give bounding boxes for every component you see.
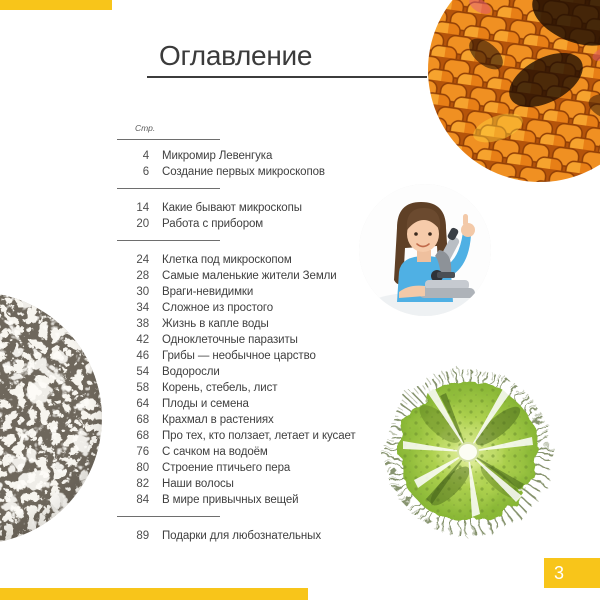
toc-entry [117, 200, 397, 216]
entry-page-number: 82 [136, 478, 149, 490]
entry-page-number: 54 [136, 366, 149, 378]
toc-entry [117, 316, 397, 332]
entry-title: Самые маленькие жители Земли [162, 270, 337, 282]
toc-entry [117, 216, 397, 232]
entry-page-number: 89 [136, 530, 149, 542]
entry-page-number: 42 [136, 334, 149, 346]
top-accent-bar [0, 0, 112, 10]
toc-entry [117, 428, 397, 444]
toc-group-2 [117, 200, 397, 232]
page-number-badge [544, 558, 600, 588]
entry-page-number: 6 [142, 166, 149, 178]
entry-title: Подарки для любознательных [162, 530, 321, 542]
toc-entry [117, 380, 397, 396]
toc-entry [117, 284, 397, 300]
toc-entry [117, 332, 397, 348]
toc-group-4 [117, 528, 397, 544]
toc-entry [117, 528, 397, 544]
title-underline [147, 76, 427, 78]
toc-entry [117, 268, 397, 284]
entry-title: Микромир Левенгука [162, 150, 273, 162]
entry-title: Создание первых микроскопов [162, 166, 325, 178]
page-title: Оглавление [159, 40, 313, 71]
toc-entry [117, 148, 397, 164]
entry-title: Какие бывают микроскопы [162, 202, 302, 214]
entry-page-number: 80 [136, 462, 149, 474]
toc-entry [117, 444, 397, 460]
header-divider [117, 139, 220, 140]
page-column-header: Стр. [135, 123, 156, 133]
toc-entry [117, 164, 397, 180]
entry-page-number: 4 [142, 150, 149, 162]
toc-group-3 [117, 252, 397, 508]
bottom-accent-bar [0, 588, 308, 600]
entry-title: Жизнь в капле воды [162, 318, 269, 330]
entry-page-number: 68 [136, 430, 149, 442]
entry-page-number: 84 [136, 494, 149, 506]
entry-title: Грибы — необычное царство [162, 350, 316, 362]
entry-title: Строение птичьего пера [162, 462, 291, 474]
entry-page-number: 58 [136, 382, 149, 394]
entry-title: В мире привычных вещей [162, 494, 299, 506]
sponge-texture-illustration [0, 292, 102, 544]
entry-page-number: 38 [136, 318, 149, 330]
entry-title: Работа с прибором [162, 218, 264, 230]
entry-title: Крахмал в растениях [162, 414, 274, 426]
entry-title: Про тех, кто ползает, летает и кусает [162, 430, 356, 442]
group-divider [117, 188, 220, 189]
table-of-contents [117, 123, 397, 544]
entry-page-number: 76 [136, 446, 149, 458]
entry-title: Клетка под микроскопом [162, 254, 292, 266]
entry-title: Наши волосы [162, 478, 234, 490]
entry-page-number: 46 [136, 350, 149, 362]
entry-page-number: 20 [136, 218, 149, 230]
entry-title: Плоды и семена [162, 398, 249, 410]
toc-entry [117, 412, 397, 428]
entry-page-number: 24 [136, 254, 149, 266]
entry-page-number: 34 [136, 302, 149, 314]
entry-title: Одноклеточные паразиты [162, 334, 298, 346]
toc-entry [117, 348, 397, 364]
toc-entry [117, 252, 397, 268]
entry-title: Корень, стебель, лист [162, 382, 278, 394]
entry-page-number: 30 [136, 286, 149, 298]
girl-with-microscope-illustration [359, 184, 491, 316]
page-number: 3 [554, 563, 565, 583]
butterfly-wing-illustration [428, 0, 600, 182]
entry-title: Водоросли [162, 366, 220, 378]
entry-title: Сложное из простого [162, 302, 274, 314]
group-divider [117, 516, 220, 517]
entry-page-number: 14 [136, 202, 149, 214]
toc-entry [117, 300, 397, 316]
entry-page-number: 64 [136, 398, 149, 410]
sponge-fibers-photo [0, 292, 102, 544]
butterfly-wing-photo [428, 0, 600, 182]
toc-entry [117, 460, 397, 476]
toc-group-1 [117, 148, 397, 180]
toc-entry [117, 396, 397, 412]
toc-entry [117, 476, 397, 492]
entry-page-number: 68 [136, 414, 149, 426]
girl-with-microscope-photo [359, 184, 491, 316]
green-alga-photo [380, 364, 556, 540]
green-alga-illustration [380, 364, 556, 540]
toc-entry [117, 492, 397, 508]
entry-title: С сачком на водоём [162, 446, 268, 458]
toc-entry [117, 364, 397, 380]
entry-title: Враги-невидимки [162, 286, 254, 298]
entry-page-number: 28 [136, 270, 149, 282]
group-divider [117, 240, 220, 241]
